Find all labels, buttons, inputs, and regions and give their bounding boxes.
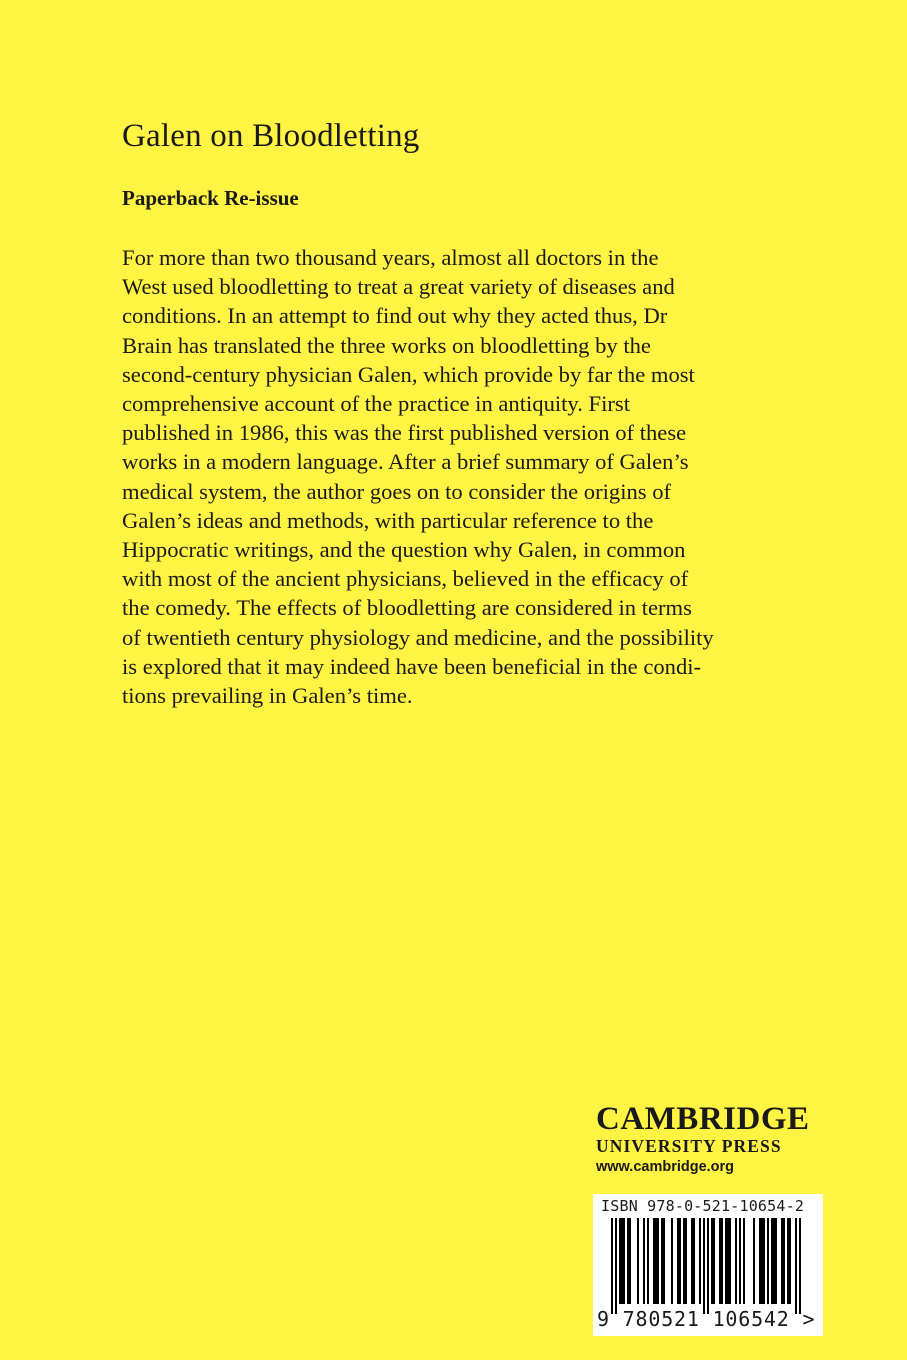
barcode-bar	[691, 1218, 693, 1304]
barcode-bar	[619, 1218, 621, 1304]
barcode-bar	[671, 1218, 673, 1304]
book-title: Galen on Bloodletting	[122, 118, 420, 154]
barcode-bar	[629, 1218, 631, 1304]
barcode-bar	[611, 1218, 613, 1314]
barcode-bar	[763, 1218, 765, 1304]
barcode-bar	[707, 1218, 709, 1314]
description-line: with most of the ancient physicians, believed in the efficacy of	[122, 566, 689, 592]
edition-subtitle: Paperback Re-issue	[122, 186, 299, 210]
publisher-name: CAMBRIDGE	[596, 1101, 810, 1137]
barcode-bar	[719, 1218, 721, 1304]
barcode-bar	[781, 1218, 783, 1304]
barcode-bar	[693, 1218, 695, 1304]
barcode-bar	[647, 1218, 649, 1304]
description-line: works in a modern language. After a brief summary of Galen’s	[122, 449, 689, 475]
barcode-bar	[657, 1218, 659, 1304]
description-line: second-century physician Galen, which provide by far the most	[122, 361, 695, 387]
barcode-bar	[615, 1218, 617, 1314]
barcode-bar	[771, 1218, 773, 1304]
barcode-bar	[663, 1218, 665, 1304]
description-line: the comedy. The effects of bloodletting are considered in terms	[122, 595, 692, 621]
barcode-bar	[627, 1218, 629, 1304]
barcode-bar	[677, 1218, 679, 1304]
barcode-bar	[725, 1218, 727, 1304]
barcode-bar	[739, 1218, 741, 1304]
description-line: of twentieth century physiology and medicine, and the possibility	[122, 624, 714, 650]
description-line: West used bloodletting to treat a great variety of diseases and	[122, 274, 675, 300]
barcode-bar	[721, 1218, 723, 1304]
publisher-logo	[596, 1102, 824, 1178]
barcode-bar	[713, 1218, 715, 1304]
barcode-bar	[637, 1218, 639, 1304]
barcode-bar	[679, 1218, 681, 1304]
barcode-bar	[683, 1218, 685, 1304]
barcode-bar	[753, 1218, 755, 1304]
barcode-digits: 9 780521 106542 >	[597, 1307, 816, 1331]
description-line: For more than two thousand years, almost all doctors in the	[122, 245, 659, 270]
barcode-bar	[773, 1218, 775, 1304]
barcode-bar	[661, 1218, 663, 1304]
barcode-bar	[655, 1218, 657, 1304]
description-line: comprehensive account of the practice in antiquity. First	[122, 391, 630, 417]
barcode-bar	[727, 1218, 729, 1304]
description-line: Galen’s ideas and methods, with particular reference to the	[122, 507, 654, 533]
barcode-bar	[761, 1218, 763, 1304]
barcode-bar	[623, 1218, 625, 1304]
barcode-bar	[729, 1218, 731, 1304]
barcode-bar	[759, 1218, 761, 1304]
barcode-bar	[783, 1218, 785, 1304]
publisher-subname: UNIVERSITY PRESS	[596, 1136, 782, 1156]
barcode-bar	[703, 1218, 705, 1314]
publisher-url: www.cambridge.org	[596, 1159, 735, 1175]
barcode-bar	[735, 1218, 737, 1304]
barcode-bar	[775, 1218, 777, 1304]
isbn-barcode	[593, 1194, 823, 1336]
barcode-bar	[643, 1218, 645, 1304]
barcode-bar	[621, 1218, 623, 1304]
isbn-label: ISBN 978-0-521-10654-2	[601, 1197, 805, 1215]
description-line: tions prevailing in Galen’s time.	[122, 683, 413, 709]
barcode-bar	[743, 1218, 745, 1304]
book-description	[122, 243, 777, 710]
barcode-bar	[799, 1218, 801, 1314]
barcode-bar	[653, 1218, 655, 1304]
description-line: medical system, the author goes on to consider the origins of	[122, 478, 672, 504]
barcode-bar	[787, 1218, 789, 1304]
barcode-bar	[711, 1218, 713, 1304]
description-line: is explored that it may indeed have been beneficial in the condi-	[122, 653, 702, 679]
description-line: Brain has translated the three works on bloodletting by the	[122, 332, 651, 358]
description-line: conditions. In an attempt to find out why they acted thus, Dr	[122, 303, 668, 329]
barcode-bar	[699, 1218, 701, 1304]
barcode-bar	[767, 1218, 769, 1304]
description-line: Hippocratic writings, and the question why Galen, in common	[122, 537, 686, 563]
description-line: published in 1986, this was the first published version of these	[122, 420, 687, 446]
barcode-bar	[789, 1218, 791, 1304]
barcode-bar	[685, 1218, 687, 1304]
barcode-bar	[795, 1218, 797, 1314]
